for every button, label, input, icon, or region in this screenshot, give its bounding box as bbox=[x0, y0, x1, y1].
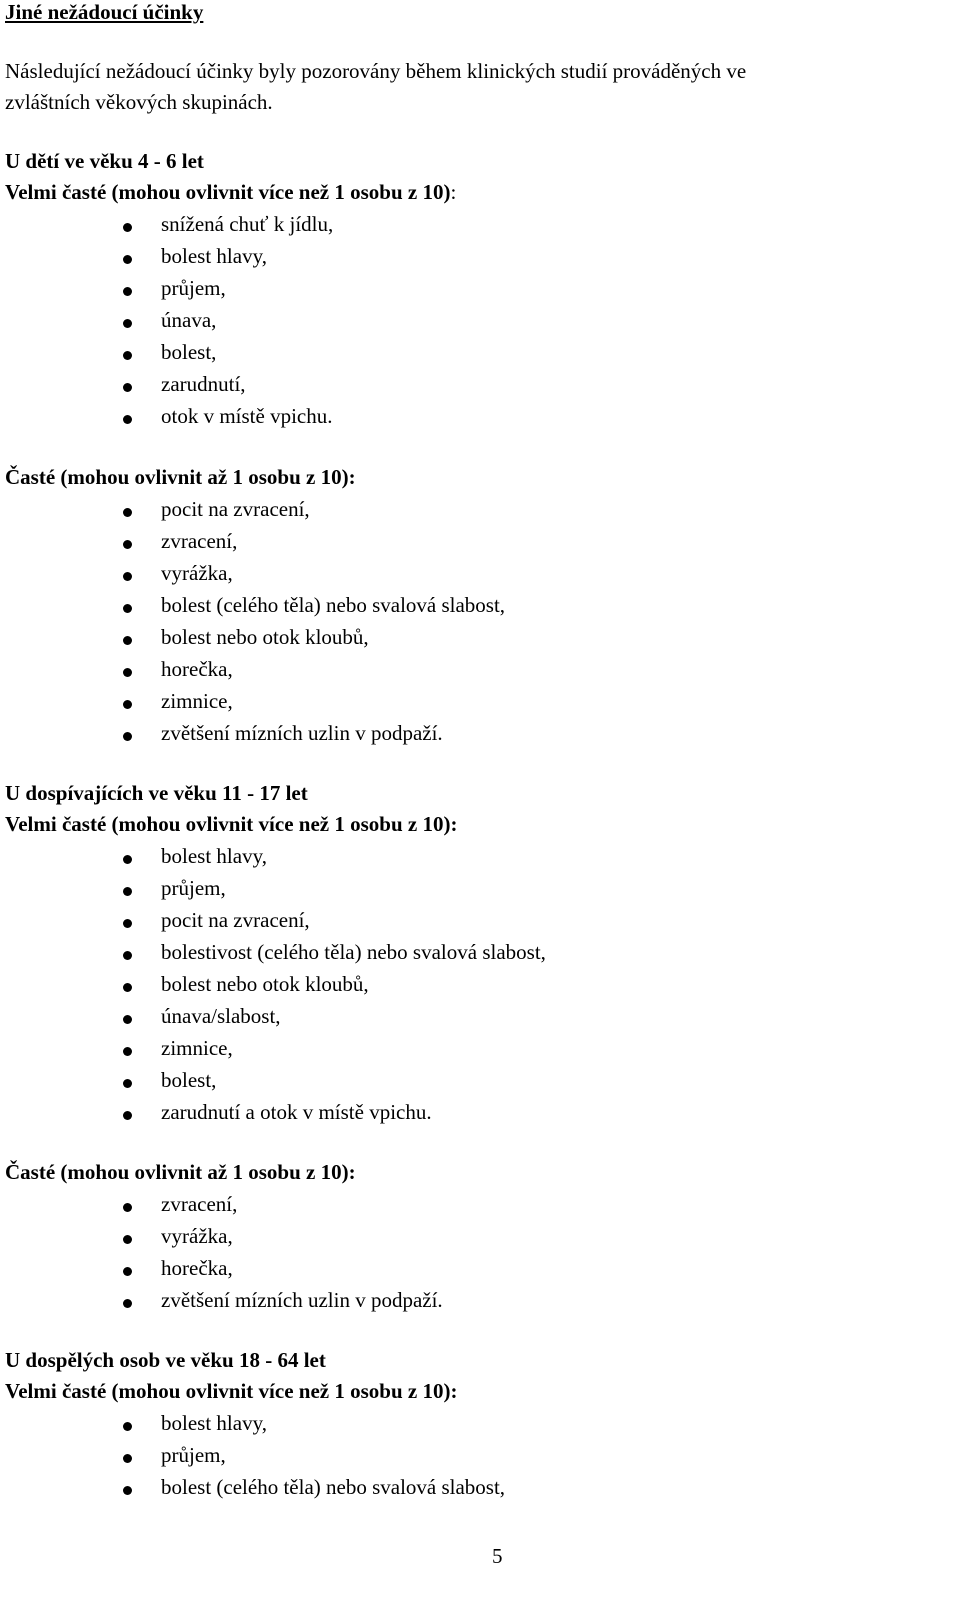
bullet-icon bbox=[123, 1454, 132, 1463]
list-item: pocit na zvracení, bbox=[161, 908, 310, 932]
children-common-heading: Časté (mohou ovlivnit až 1 osobu z 10): bbox=[5, 465, 356, 489]
page-number: 5 bbox=[492, 1544, 503, 1568]
list-item: snížená chuť k jídlu, bbox=[161, 212, 334, 236]
list-item: bolest (celého těla) nebo svalová slabost, bbox=[161, 1475, 506, 1499]
bullet-icon bbox=[123, 732, 132, 741]
list-item: bolest hlavy, bbox=[161, 244, 267, 268]
intro-line-1: Následující nežádoucí účinky byly pozorovány během klinických studií prováděných ve bbox=[5, 59, 747, 83]
bullet-icon bbox=[123, 604, 132, 613]
bullet-icon bbox=[123, 383, 132, 392]
bullet-icon bbox=[123, 1267, 132, 1276]
bullet-icon bbox=[123, 572, 132, 581]
list-item: zvětšení mízních uzlin v podpaží. bbox=[161, 1288, 443, 1312]
bullet-icon bbox=[123, 508, 132, 517]
bullet-icon bbox=[123, 668, 132, 677]
bullet-icon bbox=[123, 887, 132, 896]
list-item: zarudnutí a otok v místě vpichu. bbox=[161, 1100, 432, 1124]
section-title: Jiné nežádoucí účinky bbox=[5, 0, 204, 24]
bullet-icon bbox=[123, 951, 132, 960]
children-very-common-heading bbox=[5, 180, 456, 204]
list-item: bolest hlavy, bbox=[161, 844, 267, 868]
adolescents-very-common-heading: Velmi časté (mohou ovlivnit více než 1 osobu z 10): bbox=[5, 812, 458, 836]
list-item: horečka, bbox=[161, 657, 233, 681]
list-item: průjem, bbox=[161, 276, 226, 300]
intro-line-2: zvláštních věkových skupinách. bbox=[5, 90, 273, 114]
children-age-heading: U dětí ve věku 4 - 6 let bbox=[5, 149, 204, 173]
bullet-icon bbox=[123, 351, 132, 360]
list-item: zimnice, bbox=[161, 1036, 233, 1060]
bullet-icon bbox=[123, 919, 132, 928]
adults-very-common-heading: Velmi časté (mohou ovlivnit více než 1 osobu z 10): bbox=[5, 1379, 458, 1403]
list-item: bolest hlavy, bbox=[161, 1411, 267, 1435]
bullet-icon bbox=[123, 1203, 132, 1212]
list-item: bolest nebo otok kloubů, bbox=[161, 972, 369, 996]
bullet-icon bbox=[123, 1486, 132, 1495]
list-item: bolest, bbox=[161, 340, 217, 364]
list-item: otok v místě vpichu. bbox=[161, 404, 333, 428]
bullet-icon bbox=[123, 1079, 132, 1088]
list-item: únava/slabost, bbox=[161, 1004, 281, 1028]
bullet-icon bbox=[123, 319, 132, 328]
bullet-icon bbox=[123, 255, 132, 264]
bullet-icon bbox=[123, 223, 132, 232]
list-item: únava, bbox=[161, 308, 217, 332]
list-item: zimnice, bbox=[161, 689, 233, 713]
list-item: bolest, bbox=[161, 1068, 217, 1092]
bullet-icon bbox=[123, 1047, 132, 1056]
list-item: bolest (celého těla) nebo svalová slabost, bbox=[161, 593, 506, 617]
list-item: zvracení, bbox=[161, 529, 238, 553]
list-item: průjem, bbox=[161, 876, 226, 900]
list-item: zvracení, bbox=[161, 1192, 238, 1216]
bullet-icon bbox=[123, 540, 132, 549]
list-item: zarudnutí, bbox=[161, 372, 246, 396]
bullet-icon bbox=[123, 415, 132, 424]
adults-age-heading: U dospělých osob ve věku 18 - 64 let bbox=[5, 1348, 326, 1372]
bullet-icon bbox=[123, 1015, 132, 1024]
bullet-icon bbox=[123, 855, 132, 864]
list-item: vyrážka, bbox=[161, 1224, 233, 1248]
bullet-icon bbox=[123, 1235, 132, 1244]
bullet-icon bbox=[123, 700, 132, 709]
bullet-icon bbox=[123, 1111, 132, 1120]
bullet-icon bbox=[123, 1299, 132, 1308]
bullet-icon bbox=[123, 1422, 132, 1431]
bullet-icon bbox=[123, 983, 132, 992]
list-item: zvětšení mízních uzlin v podpaží. bbox=[161, 721, 443, 745]
list-item: vyrážka, bbox=[161, 561, 233, 585]
bullet-icon bbox=[123, 287, 132, 296]
list-item: pocit na zvracení, bbox=[161, 497, 310, 521]
list-item: bolest nebo otok kloubů, bbox=[161, 625, 369, 649]
children-very-common-heading-colon: : bbox=[450, 180, 457, 204]
bullet-icon bbox=[123, 636, 132, 645]
list-item: bolestivost (celého těla) nebo svalová slabost, bbox=[161, 940, 546, 964]
adolescents-age-heading: U dospívajících ve věku 11 - 17 let bbox=[5, 781, 308, 805]
children-very-common-heading-text: Velmi časté (mohou ovlivnit více než 1 osobu z 10) bbox=[5, 180, 451, 204]
list-item: průjem, bbox=[161, 1443, 226, 1467]
list-item: horečka, bbox=[161, 1256, 233, 1280]
adolescents-common-heading: Časté (mohou ovlivnit až 1 osobu z 10): bbox=[5, 1160, 356, 1184]
